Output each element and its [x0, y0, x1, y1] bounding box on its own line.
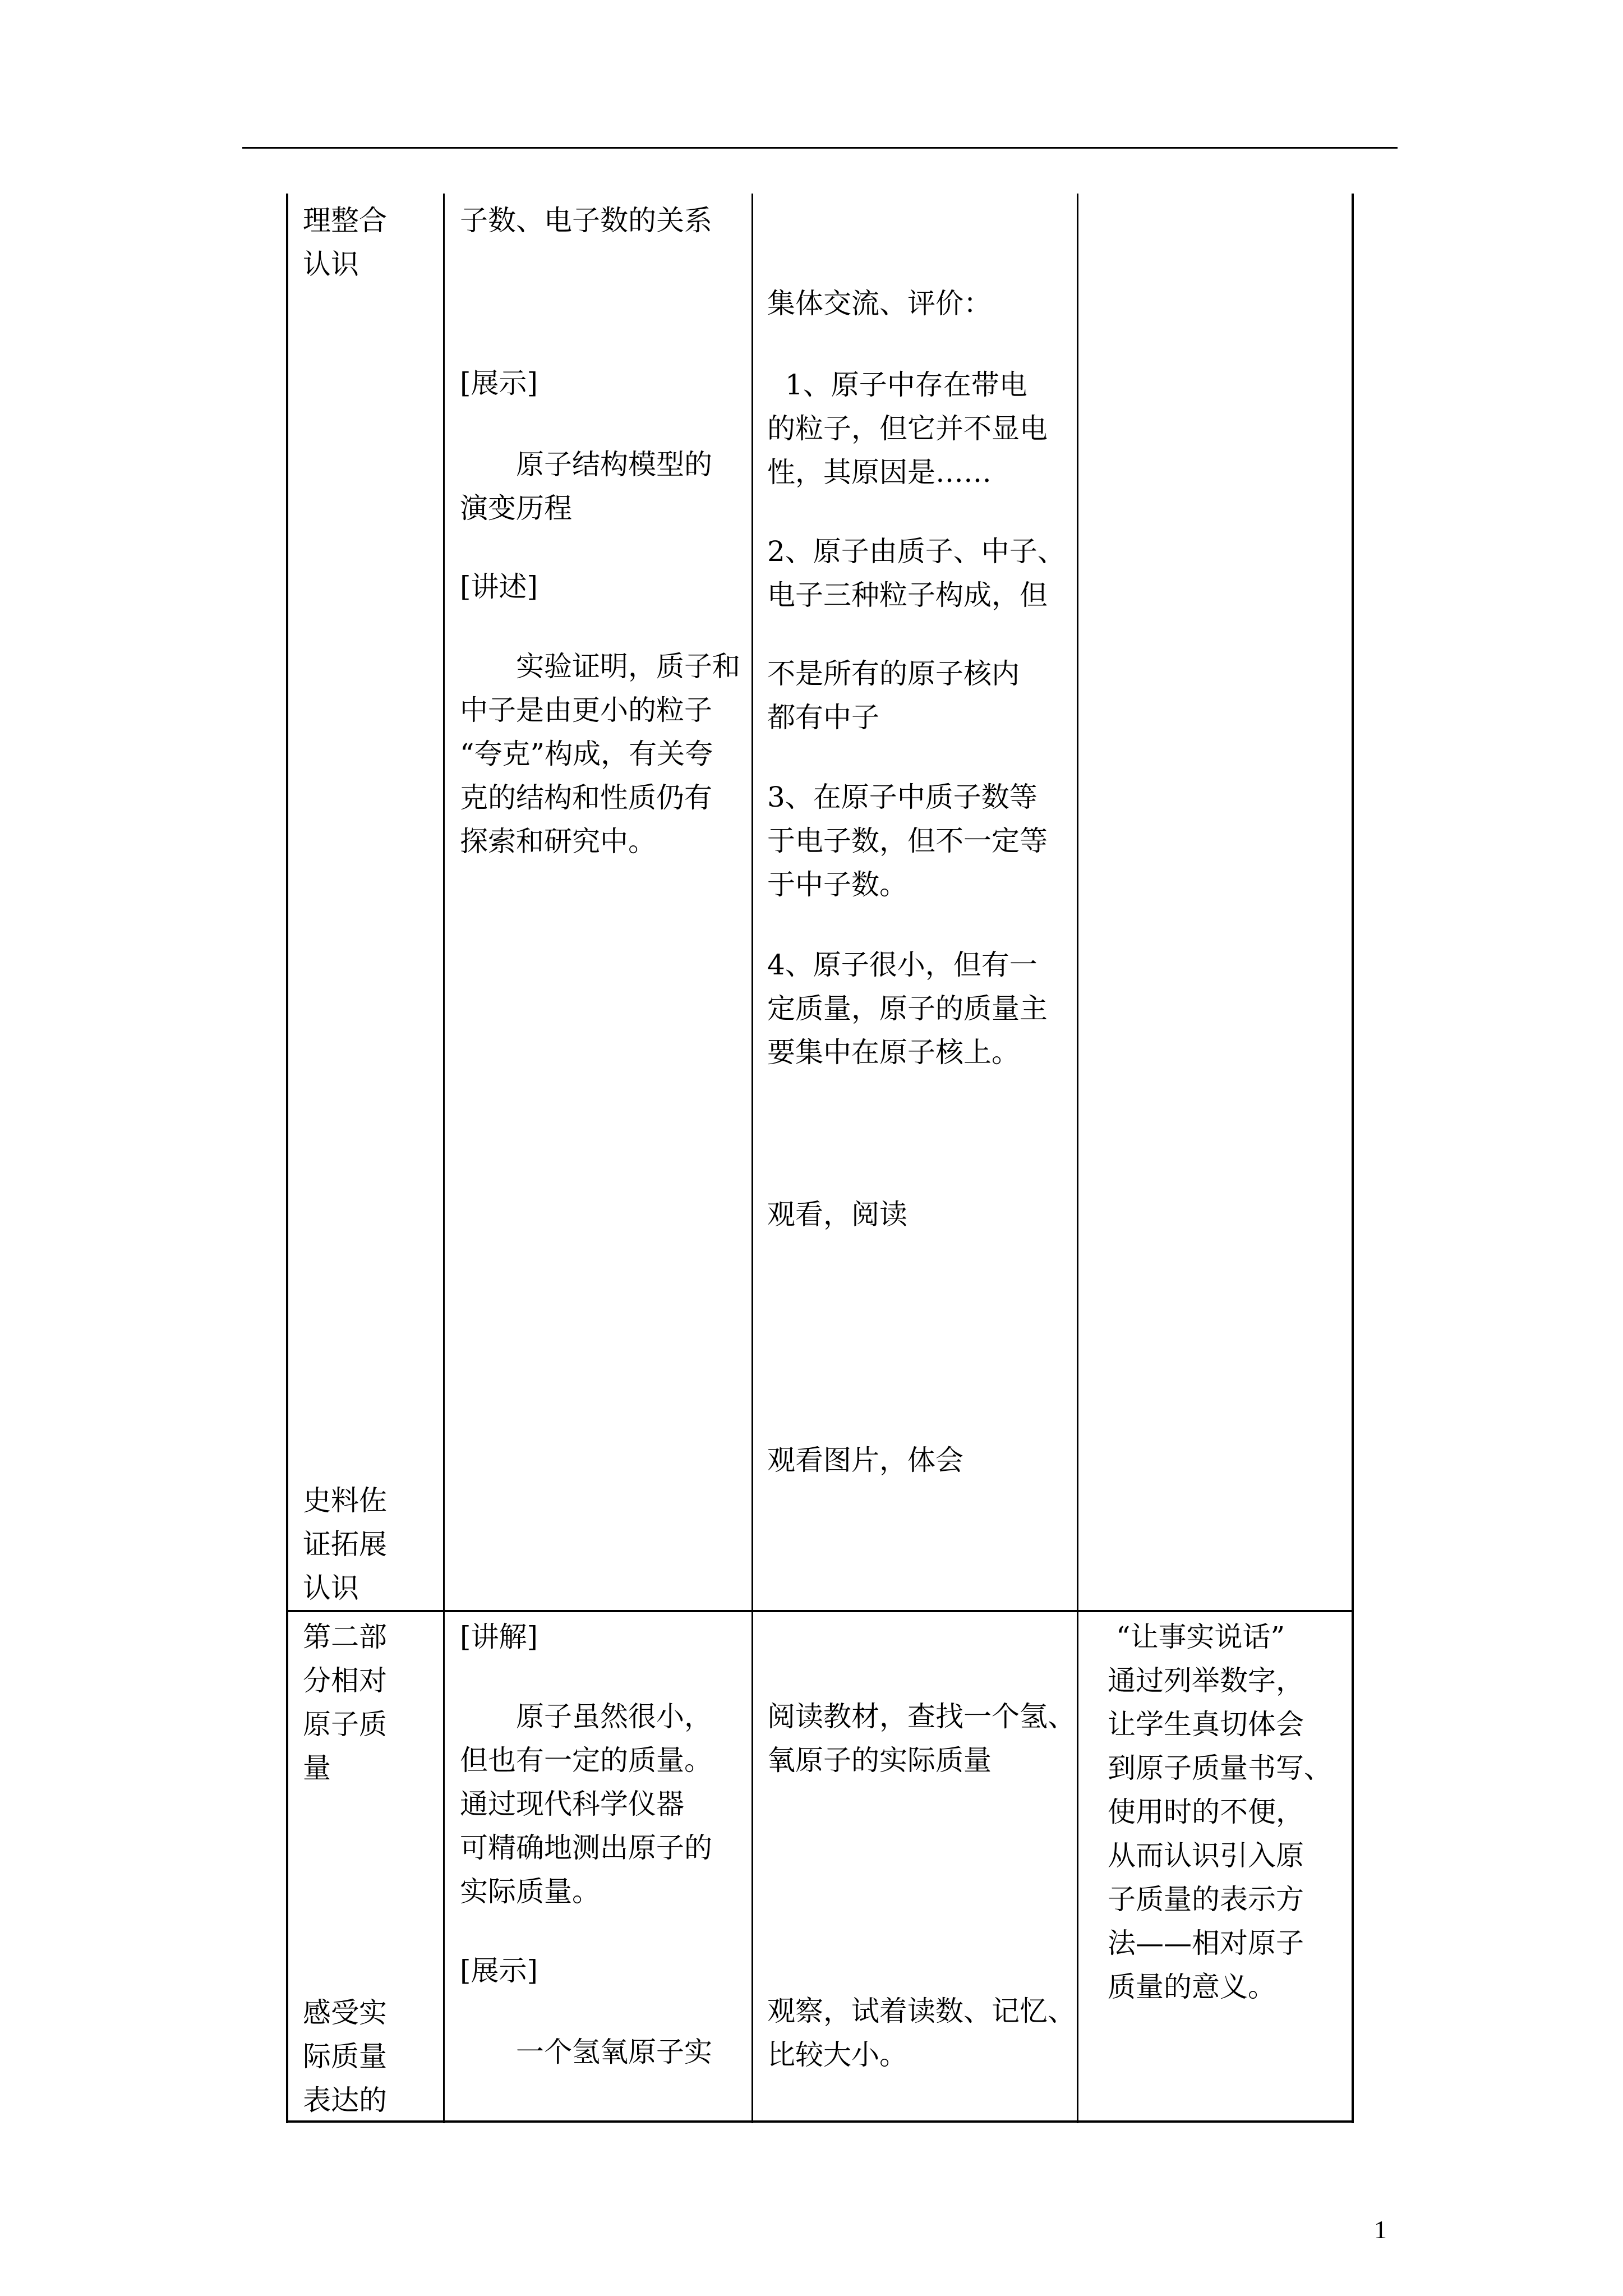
teacher-model-line-2: 演变历程: [460, 492, 572, 524]
student-point-2-line-4: 都有中子: [767, 701, 879, 734]
intent-line-8: 法——相对原子: [1108, 1927, 1304, 1959]
stage-label-history-line-1: 史料佐: [303, 1484, 387, 1517]
intent-line-1: “让事实说话”: [1116, 1621, 1285, 1653]
student-point-3-line-2: 于电子数，但不一定等: [767, 825, 1048, 857]
intent-line-7: 子质量的表示方: [1108, 1883, 1304, 1916]
student-point-2-line-2: 电子三种粒子构成，但: [767, 579, 1048, 611]
col-divider-1: [443, 194, 445, 2123]
stage-label-history-line-3: 认识: [303, 1572, 359, 1604]
stage-label-part2-line-1: 第二部: [303, 1621, 387, 1653]
teacher-exp-line-3: “夸克”构成，有关夸: [460, 738, 713, 770]
stage-label-top-line-2: 认识: [303, 248, 359, 280]
teacher-exp-line-4: 克的结构和性质仍有: [460, 781, 712, 814]
teacher-hydrogen-oxygen: 一个氢氧原子实: [516, 2036, 712, 2068]
student-point-1-line-1: 1、原子中存在带电: [785, 369, 1027, 401]
student-exchange: 集体交流、评价：: [767, 287, 992, 320]
intent-line-3: 让学生真切体会: [1108, 1708, 1304, 1741]
table-bottom-border: [286, 2120, 1354, 2123]
col-divider-3: [1077, 194, 1078, 2123]
stage-label-part2-line-4: 量: [303, 1752, 331, 1784]
student-point-1-line-3: 性，其原因是……: [767, 456, 992, 489]
intent-line-6: 从而认识引入原: [1108, 1839, 1304, 1872]
teacher-mass-line-5: 实际质量。: [460, 1875, 600, 1908]
student-watch-pictures: 观看图片，体会: [767, 1444, 963, 1476]
student-read-line-2: 氧原子的实际质量: [767, 1744, 992, 1777]
row-divider: [286, 1610, 1354, 1612]
teacher-mass-line-4: 可精确地测出原子的: [460, 1832, 712, 1864]
teacher-exp-line-5: 探索和研究中。: [460, 825, 656, 858]
teacher-mass-line-1: 原子虽然很小，: [516, 1700, 712, 1733]
student-point-2-line-3: 不是所有的原子核内: [767, 657, 1020, 690]
intent-line-4: 到原子质量书写、: [1108, 1752, 1332, 1784]
intent-line-9: 质量的意义。: [1108, 1971, 1276, 2003]
stage-label-top-line-1: 理整合: [303, 204, 387, 237]
teacher-exp-line-2: 中子是由更小的粒子: [460, 694, 712, 726]
student-point-3-line-3: 于中子数。: [767, 868, 907, 901]
header-rule: [242, 147, 1398, 149]
student-point-4-line-3: 要集中在原子核上。: [767, 1036, 1020, 1069]
teacher-exp-line-1: 实验证明，质子和: [516, 650, 740, 683]
student-observe-line-2: 比较大小。: [767, 2039, 907, 2071]
stage-label-feel-line-3: 表达的: [303, 2084, 387, 2116]
teacher-mass-line-3: 通过现代科学仪器: [460, 1788, 684, 1820]
teacher-tag-show-2: [展示]: [460, 1954, 538, 1987]
student-point-3-line-1: 3、在原子中质子数等: [767, 781, 1038, 813]
intent-line-5: 使用时的不便，: [1108, 1796, 1304, 1828]
table-right-border: [1352, 194, 1354, 2123]
teacher-tag-explain: [讲解]: [460, 1621, 538, 1653]
teacher-tag-show: [展示]: [460, 367, 538, 399]
student-watch-read: 观看，阅读: [767, 1198, 907, 1231]
student-point-4-line-1: 4、原子很小，但有一: [767, 949, 1038, 981]
teacher-mass-line-2: 但也有一定的质量。: [460, 1744, 712, 1777]
page-number: 1: [1374, 2215, 1387, 2244]
stage-label-feel-line-1: 感受实: [303, 1996, 387, 2029]
student-observe-line-1: 观察，试着读数、记忆、: [767, 1995, 1076, 2027]
student-read-line-1: 阅读教材，查找一个氢、: [767, 1700, 1076, 1733]
student-point-1-line-2: 的粒子，但它并不显电: [767, 412, 1048, 445]
student-point-2-line-1: 2、原子由质子、中子、: [767, 535, 1066, 568]
stage-label-part2-line-3: 原子质: [303, 1708, 387, 1741]
stage-label-part2-line-2: 分相对: [303, 1664, 387, 1697]
stage-label-history-line-2: 证拓展: [303, 1528, 387, 1561]
teacher-model-line-1: 原子结构模型的: [516, 448, 712, 481]
table-left-border: [286, 194, 288, 2123]
intent-line-2: 通过列举数字，: [1108, 1664, 1304, 1697]
teacher-tag-narrate: [讲述]: [460, 570, 538, 603]
col-divider-2: [751, 194, 753, 2123]
teacher-text-relation: 子数、电子数的关系: [460, 204, 712, 237]
student-point-4-line-2: 定质量，原子的质量主: [767, 992, 1048, 1025]
stage-label-feel-line-2: 际质量: [303, 2040, 387, 2073]
